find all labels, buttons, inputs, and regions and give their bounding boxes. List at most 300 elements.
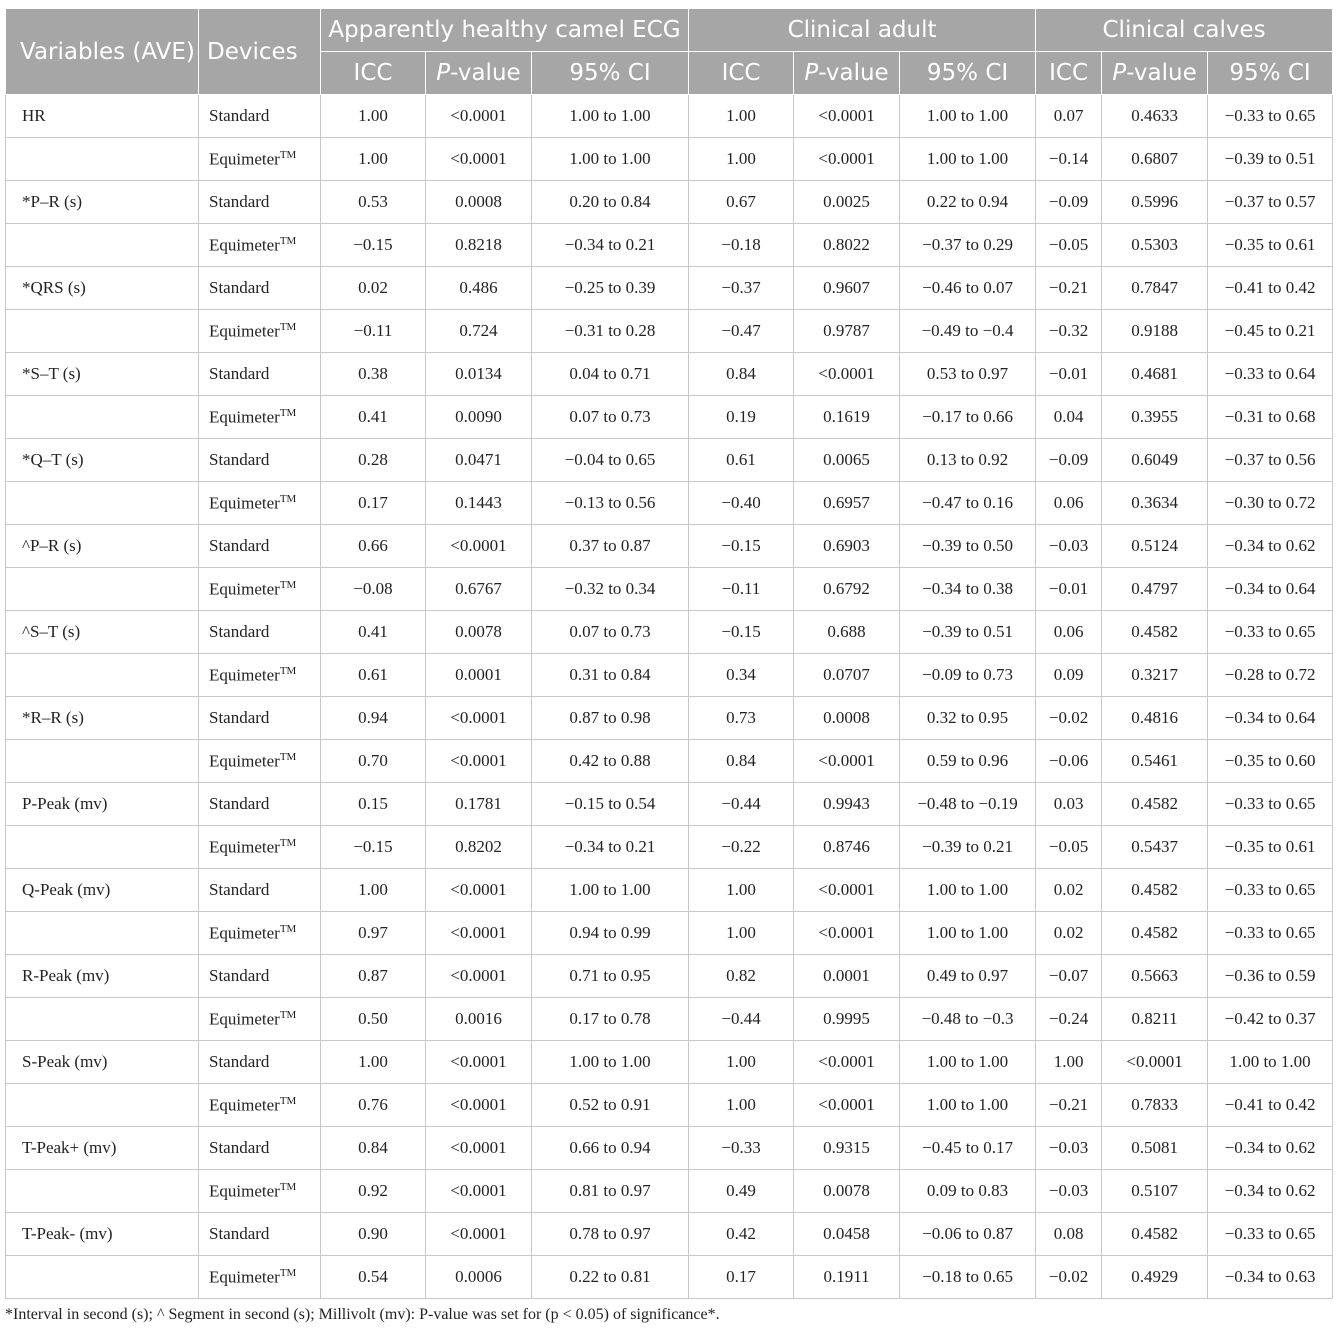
ci-cell: −0.34 to 0.21 [532,826,689,869]
ci-cell: −0.06 to 0.87 [900,1213,1036,1256]
ci-cell: 1.00 to 1.00 [900,1041,1036,1084]
device-name: Equimeter [209,235,280,255]
variable-cell: *P–R (s) [6,181,199,224]
pvalue-cell: 0.6903 [794,525,900,568]
pvalue-cell: 0.6792 [794,568,900,611]
icc-cell: 0.54 [321,1256,426,1299]
ci-cell: −0.34 to 0.62 [1208,1170,1333,1213]
subheader-p-italic: P [436,60,451,86]
icc-cell: 0.84 [689,353,794,396]
pvalue-cell: 0.3955 [1102,396,1208,439]
pvalue-cell: 0.5303 [1102,224,1208,267]
icc-cell: −0.44 [689,783,794,826]
device-cell: Standard [199,1127,321,1170]
icc-cell: −0.22 [689,826,794,869]
icc-cell: −0.01 [1036,568,1102,611]
pvalue-cell: 0.0008 [794,697,900,740]
table-row [6,1084,1333,1127]
pvalue-cell: 0.1619 [794,396,900,439]
ci-cell: 0.87 to 0.98 [532,697,689,740]
pvalue-cell: <0.0001 [426,740,532,783]
ci-cell: 0.09 to 0.83 [900,1170,1036,1213]
icc-cell: 0.49 [689,1170,794,1213]
ci-cell: −0.33 to 0.65 [1208,1213,1333,1256]
device-cell [199,568,321,611]
device-name: Equimeter [209,665,280,685]
ci-cell: 0.13 to 0.92 [900,439,1036,482]
pvalue-cell: <0.0001 [794,869,900,912]
variable-cell: R-Peak (mv) [6,955,199,998]
ci-cell: 1.00 to 1.00 [900,138,1036,181]
pvalue-cell: <0.0001 [426,912,532,955]
table-row [6,95,1333,138]
device-cell [199,998,321,1041]
variable-cell [6,310,199,353]
pvalue-cell: 0.0078 [426,611,532,654]
icc-cell: 0.07 [1036,95,1102,138]
trademark-superscript: TM [279,922,297,935]
header-variables: Variables (AVE) [6,9,199,95]
pvalue-cell: <0.0001 [794,353,900,396]
device-cell: Standard [199,439,321,482]
ci-cell: −0.39 to 0.51 [1208,138,1333,181]
icc-cell: 0.97 [321,912,426,955]
icc-cell: 1.00 [689,1041,794,1084]
table-row [6,1256,1333,1299]
pvalue-cell: 0.3634 [1102,482,1208,525]
icc-cell: −0.03 [1036,1170,1102,1213]
ci-cell: 0.81 to 0.97 [532,1170,689,1213]
variable-cell: S-Peak (mv) [6,1041,199,1084]
ci-cell: −0.35 to 0.61 [1208,224,1333,267]
table-row [6,1170,1333,1213]
pvalue-cell: <0.0001 [426,1084,532,1127]
table-row [6,353,1333,396]
icc-cell: 0.61 [689,439,794,482]
table-row [6,912,1333,955]
table-row [6,869,1333,912]
icc-cell: 1.00 [321,95,426,138]
variable-cell [6,654,199,697]
pvalue-cell: 0.0458 [794,1213,900,1256]
pvalue-cell: 0.8022 [794,224,900,267]
icc-cell: −0.06 [1036,740,1102,783]
variable-cell [6,1170,199,1213]
device-cell: Standard [199,955,321,998]
table-header [6,9,1333,95]
variable-cell: *Q–T (s) [6,439,199,482]
variable-cell: *R–R (s) [6,697,199,740]
device-cell: Standard [199,181,321,224]
pvalue-cell: <0.0001 [426,1213,532,1256]
pvalue-cell: 0.4929 [1102,1256,1208,1299]
ci-cell: 0.07 to 0.73 [532,611,689,654]
ci-cell: −0.13 to 0.56 [532,482,689,525]
icc-cell: 0.19 [689,396,794,439]
pvalue-cell: 0.724 [426,310,532,353]
variable-cell [6,826,199,869]
table-row [6,181,1333,224]
table-row [6,783,1333,826]
pvalue-cell: 0.4582 [1102,869,1208,912]
ci-cell: −0.34 to 0.21 [532,224,689,267]
icc-cell: −0.03 [1036,1127,1102,1170]
pvalue-cell: <0.0001 [794,1041,900,1084]
device-cell: Standard [199,869,321,912]
ci-cell: −0.33 to 0.65 [1208,869,1333,912]
table-row [6,482,1333,525]
pvalue-cell: 0.9943 [794,783,900,826]
ci-cell: −0.31 to 0.28 [532,310,689,353]
device-name: Equimeter [209,751,280,771]
variable-cell [6,224,199,267]
variable-cell [6,1256,199,1299]
icc-cell: −0.11 [689,568,794,611]
icc-cell: −0.44 [689,998,794,1041]
table-row [6,611,1333,654]
subheader-pvalue-clinical-adult [794,52,900,95]
ci-cell: −0.42 to 0.37 [1208,998,1333,1041]
device-cell [199,138,321,181]
icc-cell: 1.00 [689,95,794,138]
ci-cell: 0.22 to 0.81 [532,1256,689,1299]
trademark-superscript: TM [279,148,297,161]
pvalue-cell: 0.6807 [1102,138,1208,181]
ci-cell: −0.15 to 0.54 [532,783,689,826]
pvalue-cell: 0.0006 [426,1256,532,1299]
icc-cell: 0.03 [1036,783,1102,826]
icc-cell: 1.00 [321,1041,426,1084]
pvalue-cell: <0.0001 [426,525,532,568]
icc-cell: 0.41 [321,611,426,654]
variable-cell [6,568,199,611]
ci-cell: 1.00 to 1.00 [900,912,1036,955]
ci-cell: −0.47 to 0.16 [900,482,1036,525]
pvalue-cell: 0.0025 [794,181,900,224]
ci-cell: −0.30 to 0.72 [1208,482,1333,525]
table-row [6,396,1333,439]
pvalue-cell: 0.1911 [794,1256,900,1299]
icc-cell: 0.82 [689,955,794,998]
icc-cell: 0.61 [321,654,426,697]
icc-cell: −0.21 [1036,1084,1102,1127]
table-row [6,267,1333,310]
device-cell: Standard [199,1213,321,1256]
ci-cell: 0.07 to 0.73 [532,396,689,439]
icc-cell: 0.34 [689,654,794,697]
icc-cell: −0.21 [1036,267,1102,310]
device-cell [199,310,321,353]
table-row [6,998,1333,1041]
header-group-clinical-calves: Clinical calves [1036,9,1333,52]
pvalue-cell: 0.8202 [426,826,532,869]
ci-cell: −0.31 to 0.68 [1208,396,1333,439]
pvalue-cell: 0.0134 [426,353,532,396]
icc-cell: 1.00 [321,138,426,181]
ci-cell: −0.34 to 0.63 [1208,1256,1333,1299]
pvalue-cell: <0.0001 [426,697,532,740]
ci-cell: 1.00 to 1.00 [900,1084,1036,1127]
icc-cell: 0.06 [1036,482,1102,525]
device-name: Equimeter [209,579,280,599]
icc-cell: 1.00 [689,138,794,181]
pvalue-cell: 0.0001 [426,654,532,697]
variable-cell [6,1084,199,1127]
subheader-ci-clinical-adult: 95% CI [900,52,1036,95]
icc-cell: 0.06 [1036,611,1102,654]
ci-cell: 0.22 to 0.94 [900,181,1036,224]
pvalue-cell: 0.9787 [794,310,900,353]
device-cell [199,396,321,439]
device-name: Equimeter [209,407,280,427]
device-name: Equimeter [209,923,280,943]
ci-cell: 0.52 to 0.91 [532,1084,689,1127]
ci-cell: −0.39 to 0.51 [900,611,1036,654]
device-cell [199,912,321,955]
icc-cell: −0.02 [1036,1256,1102,1299]
device-cell: Standard [199,95,321,138]
device-cell [199,1256,321,1299]
subheader-ci-healthy: 95% CI [532,52,689,95]
icc-cell: 0.38 [321,353,426,396]
icc-cell: 0.92 [321,1170,426,1213]
ci-cell: −0.46 to 0.07 [900,267,1036,310]
header-group-clinical-adult: Clinical adult [689,9,1036,52]
subheader-p-italic: P [1112,60,1127,86]
device-cell: Standard [199,783,321,826]
variable-cell: ^P–R (s) [6,525,199,568]
header-group-healthy: Apparently healthy camel ECG [321,9,689,52]
pvalue-cell: 0.4633 [1102,95,1208,138]
icc-cell: 0.70 [321,740,426,783]
pvalue-cell: <0.0001 [426,869,532,912]
icc-cell: 0.15 [321,783,426,826]
ci-cell: 1.00 to 1.00 [900,95,1036,138]
trademark-superscript: TM [279,1094,297,1107]
icc-cell: 0.73 [689,697,794,740]
ci-cell: −0.41 to 0.42 [1208,267,1333,310]
pvalue-cell: 0.7847 [1102,267,1208,310]
ci-cell: −0.49 to −0.4 [900,310,1036,353]
pvalue-cell: 0.4681 [1102,353,1208,396]
variable-cell: P-Peak (mv) [6,783,199,826]
variable-cell: T-Peak+ (mv) [6,1127,199,1170]
ci-cell: −0.37 to 0.57 [1208,181,1333,224]
ci-cell: −0.04 to 0.65 [532,439,689,482]
pvalue-cell: 0.9995 [794,998,900,1041]
pvalue-cell: <0.0001 [794,1084,900,1127]
pvalue-cell: 0.0707 [794,654,900,697]
device-cell [199,482,321,525]
icc-cell: 0.28 [321,439,426,482]
ci-cell: −0.33 to 0.65 [1208,783,1333,826]
pvalue-cell: 0.0008 [426,181,532,224]
ci-cell: −0.33 to 0.65 [1208,95,1333,138]
trademark-superscript: TM [279,406,297,419]
table-row [6,568,1333,611]
ci-cell: −0.34 to 0.64 [1208,568,1333,611]
icc-cell: 0.53 [321,181,426,224]
variable-cell: HR [6,95,199,138]
table-row [6,439,1333,482]
icc-cell: 0.90 [321,1213,426,1256]
table-row [6,955,1333,998]
ci-cell: 1.00 to 1.00 [532,869,689,912]
pvalue-cell: <0.0001 [794,138,900,181]
ci-cell: −0.18 to 0.65 [900,1256,1036,1299]
pvalue-cell: 0.4582 [1102,783,1208,826]
device-cell [199,654,321,697]
table-row [6,1041,1333,1084]
variable-cell [6,998,199,1041]
pvalue-cell: 0.8746 [794,826,900,869]
pvalue-cell: 0.4582 [1102,611,1208,654]
ci-cell: −0.37 to 0.56 [1208,439,1333,482]
device-name: Equimeter [209,1181,280,1201]
icc-cell: −0.32 [1036,310,1102,353]
ci-cell: 0.53 to 0.97 [900,353,1036,396]
icc-cell: 0.87 [321,955,426,998]
pvalue-cell: 0.4582 [1102,1213,1208,1256]
table-row [6,826,1333,869]
icc-cell: 0.17 [321,482,426,525]
ecg-icc-table-container [5,8,1332,1299]
pvalue-cell: 0.9607 [794,267,900,310]
variable-cell: ^S–T (s) [6,611,199,654]
pvalue-cell: 0.6049 [1102,439,1208,482]
icc-cell: 0.84 [321,1127,426,1170]
pvalue-cell: 0.8211 [1102,998,1208,1041]
ci-cell: −0.48 to −0.3 [900,998,1036,1041]
icc-cell: 0.02 [1036,869,1102,912]
variable-cell [6,396,199,439]
icc-cell: −0.15 [321,826,426,869]
device-cell [199,1084,321,1127]
icc-cell: −0.37 [689,267,794,310]
pvalue-cell: 0.8218 [426,224,532,267]
pvalue-cell: 0.1781 [426,783,532,826]
icc-cell: 1.00 [1036,1041,1102,1084]
ci-cell: −0.37 to 0.29 [900,224,1036,267]
pvalue-cell: 0.0090 [426,396,532,439]
device-cell [199,1170,321,1213]
icc-cell: −0.01 [1036,353,1102,396]
pvalue-cell: 0.0065 [794,439,900,482]
icc-cell: −0.11 [321,310,426,353]
subheader-icc-clinical-adult: ICC [689,52,794,95]
icc-cell: −0.33 [689,1127,794,1170]
pvalue-cell: 0.9188 [1102,310,1208,353]
ci-cell: 0.59 to 0.96 [900,740,1036,783]
table-footnote: *Interval in second (s); ^ Segment in second (s); Millivolt (mv): P-value was set for (p < 0.05) of significance*. [5,1306,720,1323]
trademark-superscript: TM [279,1008,297,1021]
pvalue-cell: 0.486 [426,267,532,310]
icc-cell: 0.94 [321,697,426,740]
subheader-p-italic: P [804,60,819,86]
trademark-superscript: TM [279,1266,297,1279]
variable-cell [6,740,199,783]
pvalue-cell: 0.5124 [1102,525,1208,568]
icc-cell: 0.08 [1036,1213,1102,1256]
pvalue-cell: <0.0001 [426,138,532,181]
table-row [6,138,1333,181]
icc-cell: −0.14 [1036,138,1102,181]
subheader-pvalue-clinical-calves [1102,52,1208,95]
icc-cell: −0.07 [1036,955,1102,998]
table-row [6,1127,1333,1170]
pvalue-cell: 0.4582 [1102,912,1208,955]
variable-cell [6,138,199,181]
icc-cell: 1.00 [689,1084,794,1127]
ci-cell: −0.35 to 0.61 [1208,826,1333,869]
icc-cell: −0.08 [321,568,426,611]
device-cell: Standard [199,353,321,396]
ci-cell: 0.71 to 0.95 [532,955,689,998]
trademark-superscript: TM [279,320,297,333]
pvalue-cell: 0.688 [794,611,900,654]
ci-cell: −0.09 to 0.73 [900,654,1036,697]
ci-cell: −0.34 to 0.62 [1208,1127,1333,1170]
pvalue-cell: <0.0001 [794,740,900,783]
icc-cell: 0.76 [321,1084,426,1127]
pvalue-cell: <0.0001 [426,1127,532,1170]
table-body [6,95,1333,1299]
icc-cell: 0.02 [321,267,426,310]
ecg-icc-table [5,8,1333,1299]
ci-cell: 0.17 to 0.78 [532,998,689,1041]
ci-cell: −0.17 to 0.66 [900,396,1036,439]
icc-cell: 1.00 [689,869,794,912]
pvalue-cell: 0.5996 [1102,181,1208,224]
ci-cell: −0.45 to 0.21 [1208,310,1333,353]
trademark-superscript: TM [279,750,297,763]
ci-cell: −0.39 to 0.21 [900,826,1036,869]
icc-cell: −0.09 [1036,181,1102,224]
header-devices: Devices [199,9,321,95]
ci-cell: −0.48 to −0.19 [900,783,1036,826]
icc-cell: −0.15 [689,525,794,568]
icc-cell: −0.05 [1036,224,1102,267]
subheader-pvalue-healthy [426,52,532,95]
ci-cell: −0.33 to 0.64 [1208,353,1333,396]
subheader-ci-clinical-calves: 95% CI [1208,52,1333,95]
ci-cell: 1.00 to 1.00 [532,1041,689,1084]
icc-cell: −0.15 [321,224,426,267]
icc-cell: 0.41 [321,396,426,439]
device-cell: Standard [199,1041,321,1084]
ci-cell: 1.00 to 1.00 [532,138,689,181]
ci-cell: 0.31 to 0.84 [532,654,689,697]
device-name: Equimeter [209,1095,280,1115]
icc-cell: −0.47 [689,310,794,353]
icc-cell: 0.09 [1036,654,1102,697]
trademark-superscript: TM [279,836,297,849]
table-row [6,697,1333,740]
trademark-superscript: TM [279,492,297,505]
variable-cell: T-Peak- (mv) [6,1213,199,1256]
ci-cell: −0.25 to 0.39 [532,267,689,310]
pvalue-cell: 0.5663 [1102,955,1208,998]
ci-cell: 0.42 to 0.88 [532,740,689,783]
icc-cell: 0.17 [689,1256,794,1299]
pvalue-cell: <0.0001 [426,1041,532,1084]
icc-cell: 0.02 [1036,912,1102,955]
pvalue-cell: 0.6767 [426,568,532,611]
pvalue-cell: <0.0001 [1102,1041,1208,1084]
icc-cell: 0.50 [321,998,426,1041]
ci-cell: −0.34 to 0.38 [900,568,1036,611]
pvalue-cell: 0.1443 [426,482,532,525]
